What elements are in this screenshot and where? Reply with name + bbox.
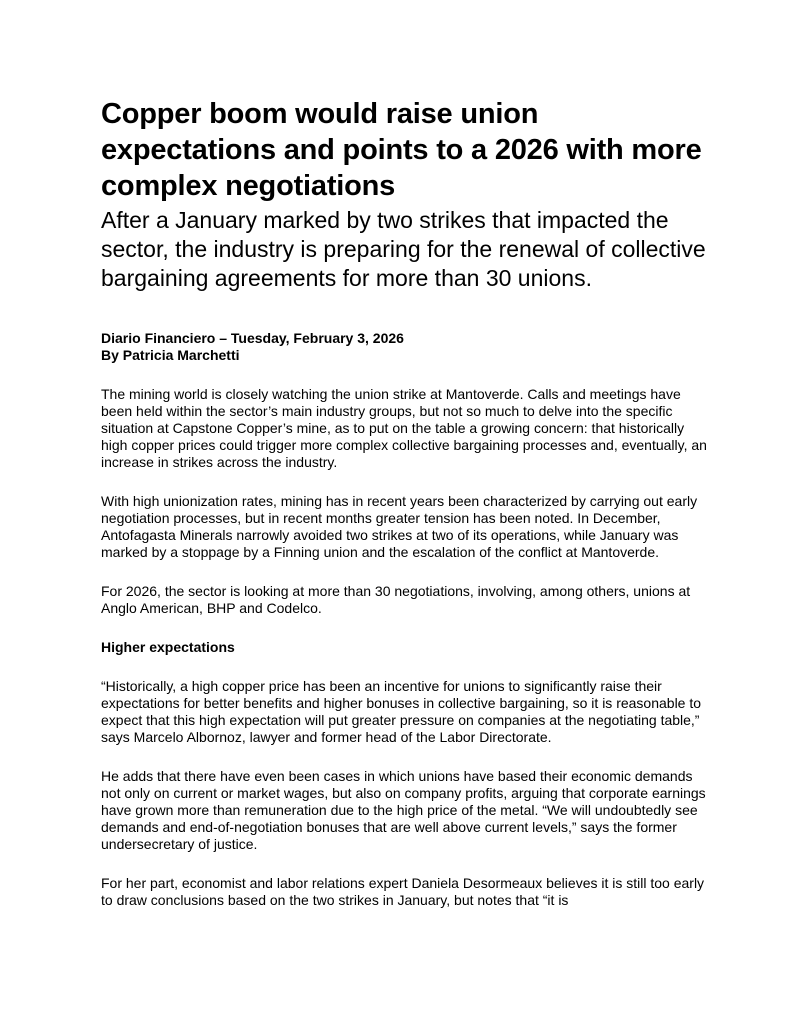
section-heading: Higher expectations <box>101 639 235 655</box>
source-date: Diario Financiero – Tuesday, February 3, 2026 <box>101 330 404 346</box>
body-paragraph: He adds that there have even been cases in which unions have based their economic demands not only on current or market wages, but also on company profits, arguing that corporate earnings have grown more than remuneration due to the high price of the metal. “We will undoubtedly see demands and end-of-negotiation bonuses that are well above current levels,” says the former undersecretary of justice. <box>101 768 706 852</box>
article-headline: Copper boom would raise union expectations and points to a 2026 with more complex negotiations <box>101 98 702 202</box>
article-page <box>101 96 711 909</box>
body-paragraph: For her part, economist and labor relations expert Daniela Desormeaux believes it is still too early to draw conclusions based on the two strikes in January, but notes that “it is <box>101 875 705 908</box>
body-paragraph: For 2026, the sector is looking at more than 30 negotiations, involving, among others, unions at Anglo American, BHP and Codelco. <box>101 583 691 616</box>
article-subheadline: After a January marked by two strikes that impacted the sector, the industry is preparing for the renewal of collective bargaining agreements for more than 30 unions. <box>101 207 706 291</box>
body-paragraph: With high unionization rates, mining has in recent years been characterized by carrying out early negotiation processes, but in recent months greater tension has been noted. In December, Antofagasta Minerals narrowly avoided two strikes at two of its operations, while January was marked by a stoppage by a Finning union and the escalation of the conflict at Mantoverde. <box>101 493 698 560</box>
author: By Patricia Marchetti <box>101 347 240 363</box>
byline <box>101 330 711 364</box>
body-paragraph: “Historically, a high copper price has been an incentive for unions to significantly raise their expectations for better benefits and higher bonuses in collective bargaining, so it is reasonable to expect that this high expectation will put greater pressure on companies at the negotiating table,” says Marcelo Albornoz, lawyer and former head of the Labor Directorate. <box>101 678 702 745</box>
body-paragraph: The mining world is closely watching the union strike at Mantoverde. Calls and meetings have been held within the sector’s main industry groups, but not so much to delve into the specific situation at Capstone Copper’s mine, as to put on the table a growing concern: that historically high copper prices could trigger more complex collective bargaining processes and, eventually, an increase in strikes across the industry. <box>101 386 707 470</box>
